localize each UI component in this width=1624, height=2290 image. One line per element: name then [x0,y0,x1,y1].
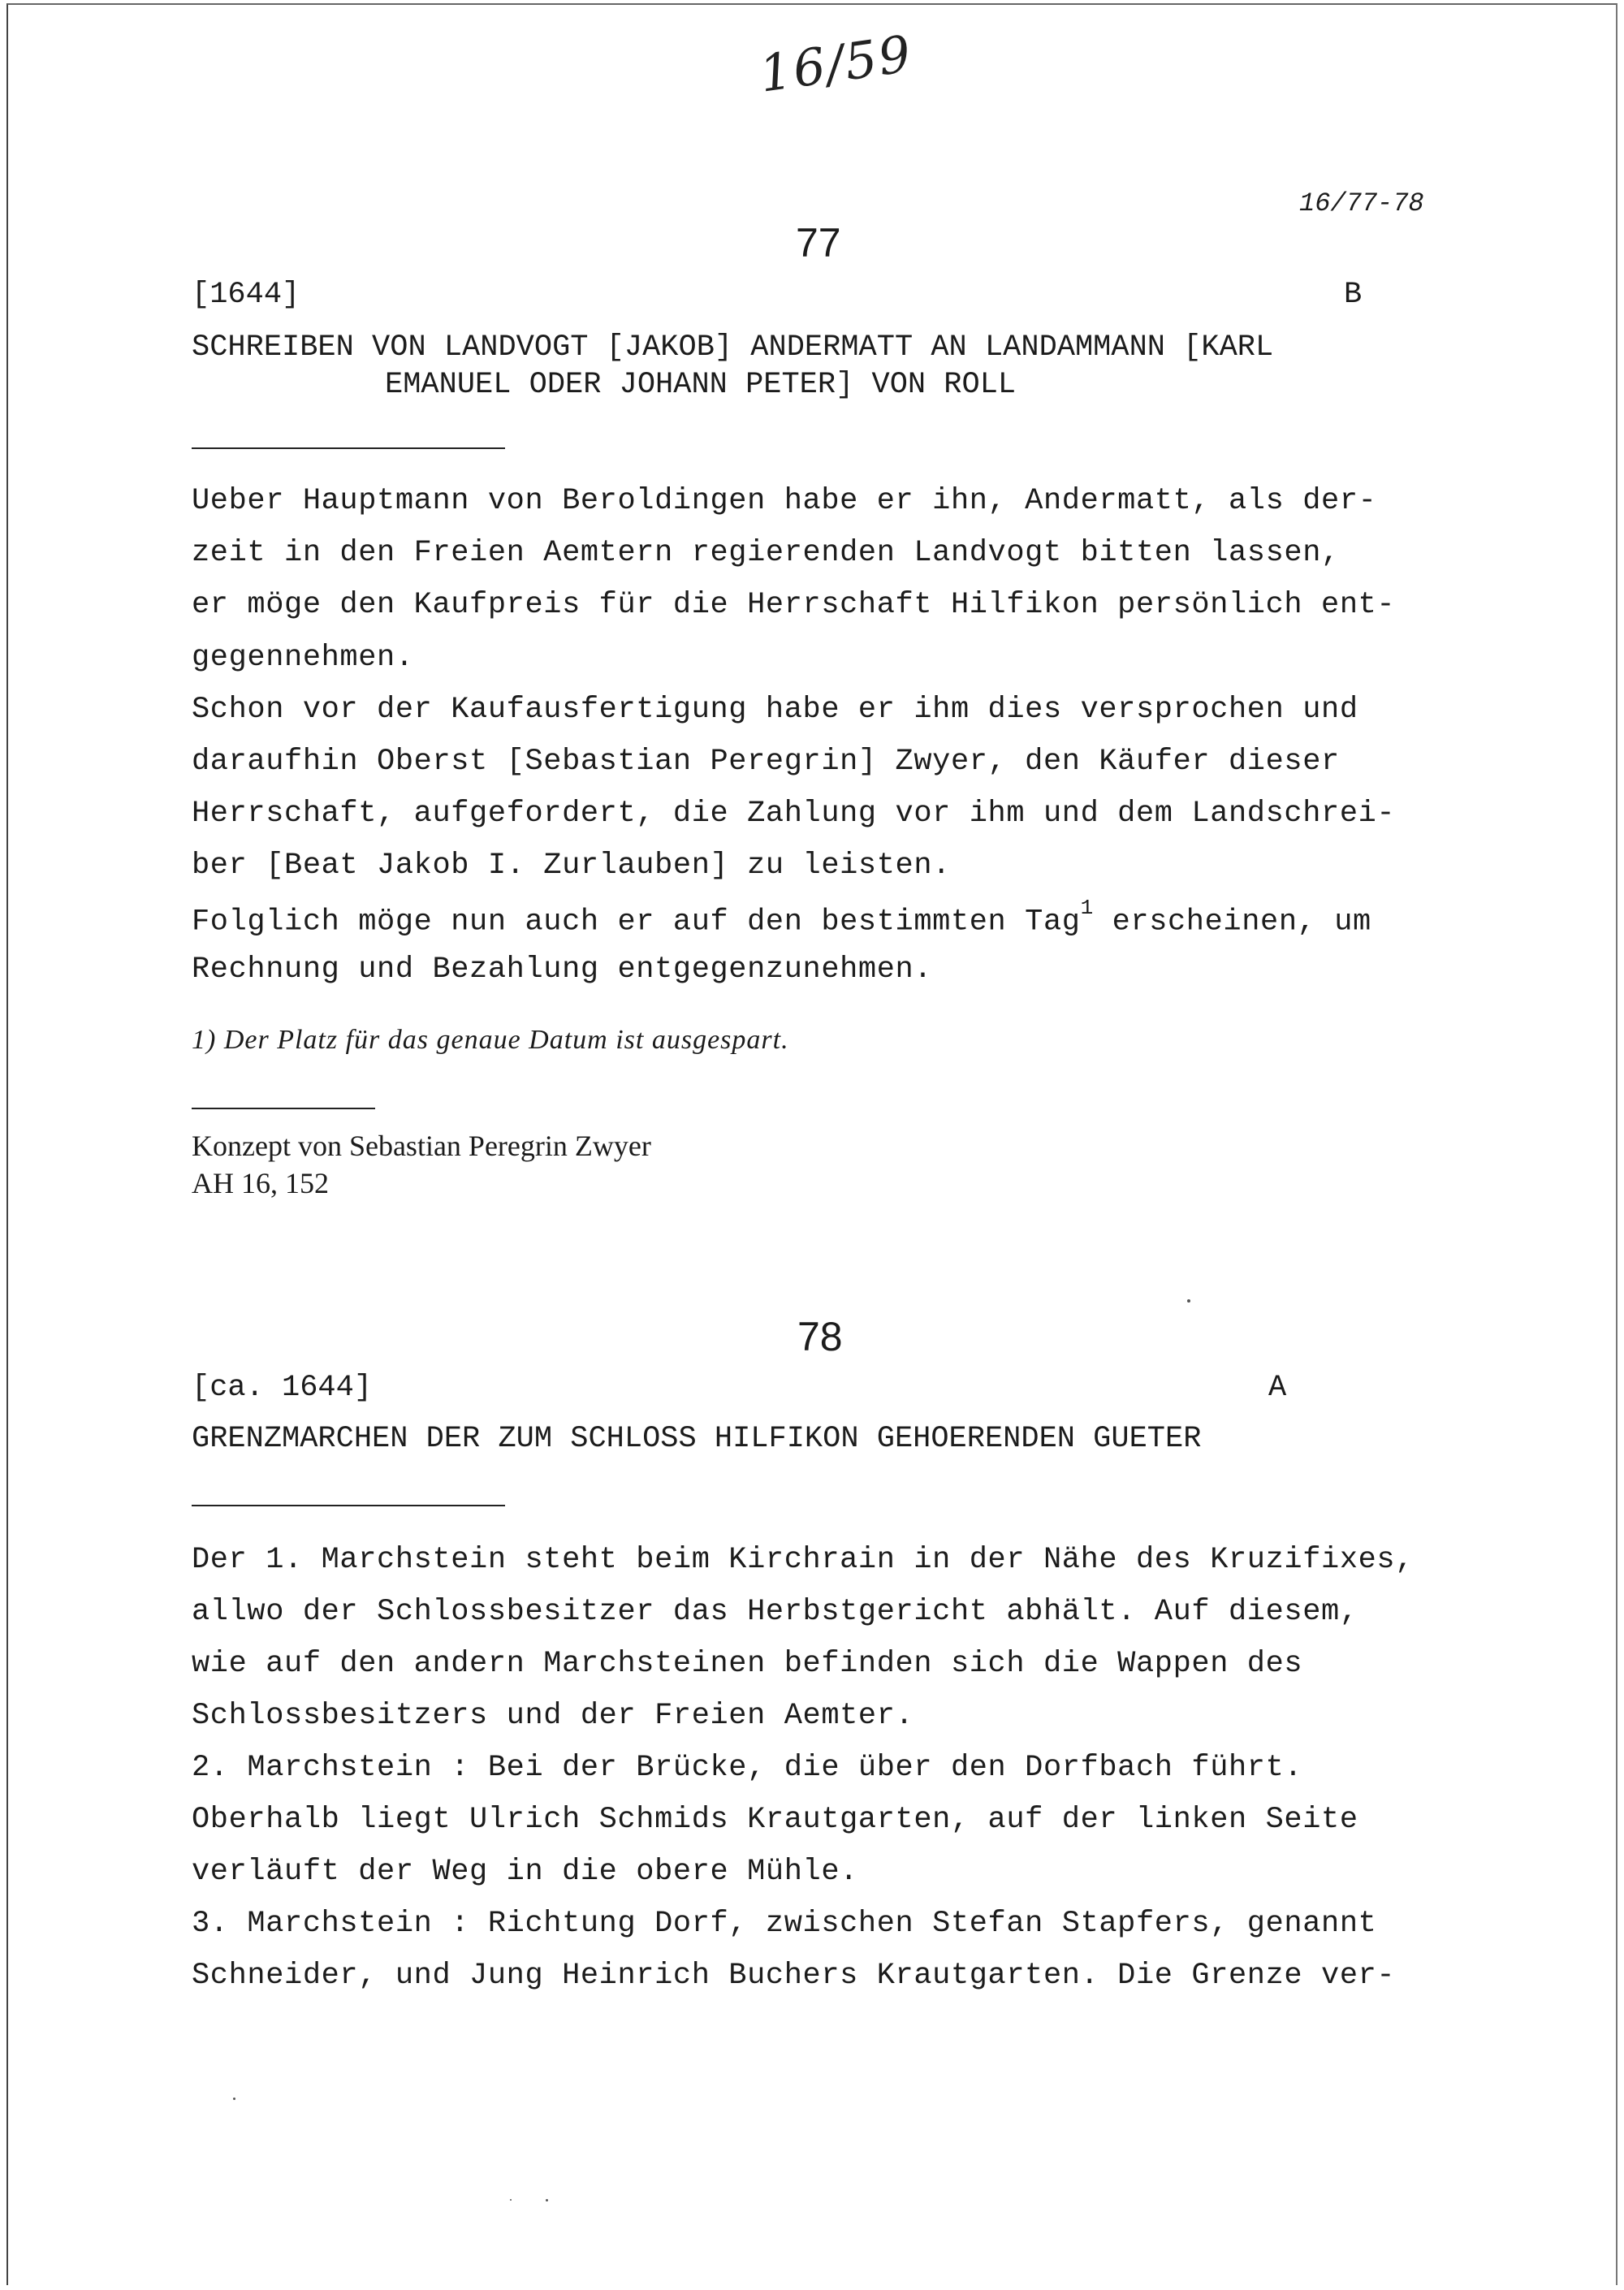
body-line: Herrschaft, aufgefordert, die Zahlung vor ihm und dem Landschrei- [192,797,1396,831]
body-line: verläuft der Weg in die obere Mühle. [192,1855,858,1889]
document-number-78: 78 [797,1314,843,1359]
separator-rule [192,447,505,449]
body-line: Schon vor der Kaufausfertigung habe er ihm dies versprochen und [192,693,1358,727]
document-number-77: 77 [796,220,841,266]
body-line: Der 1. Marchstein steht beim Kirchrain in der Nähe des Kruzifixes, [192,1543,1415,1577]
footnote: 1) Der Platz für das genaue Datum ist ausgespart. [192,1025,789,1055]
body-line: Rechnung und Bezahlung entgegenzunehmen. [192,953,933,987]
body-text: erscheinen, um [1093,905,1371,940]
scan-speck [1187,1299,1190,1303]
document-title-line-2: EMANUEL ODER JOHANN PETER] VON ROLL [385,368,1017,402]
handwritten-archive-number: 16/59 [755,24,916,104]
body-line: wie auf den andern Marchsteinen befinden sich die Wappen des [192,1647,1303,1681]
separator-rule [192,1108,375,1109]
body-line: ber [Beat Jakob I. Zurlauben] zu leisten. [192,849,951,883]
body-line: Schlossbesitzers und der Freien Aemter. [192,1699,914,1733]
archive-signature: AH 16, 152 [192,1167,329,1199]
document-category: A [1268,1371,1287,1405]
body-line: Oberhalb liegt Ulrich Schmids Krautgarten, auf der linken Seite [192,1803,1358,1837]
document-date: [1644] [192,278,300,312]
body-line: 2. Marchstein : Bei der Brücke, die über den Dorfbach führt. [192,1751,1303,1785]
body-line: daraufhin Oberst [Sebastian Peregrin] Zwyer, den Käufer dieser [192,745,1340,779]
scan-speck [510,2199,512,2201]
document-category: B [1344,278,1363,312]
document-title: GRENZMARCHEN DER ZUM SCHLOSS HILFIKON GEHOERENDEN GUETER [192,1422,1202,1456]
page-reference: 16/77-78 [1299,188,1424,218]
footnote-marker: 1 [1080,896,1094,920]
body-line: er möge den Kaufpreis für die Herrschaft Hilfikon persönlich ent- [192,588,1396,622]
document-date: [ca. 1644] [192,1371,373,1405]
body-line: zeit in den Freien Aemtern regierenden Landvogt bitten lassen, [192,536,1340,570]
body-line: Ueber Hauptmann von Beroldingen habe er ihn, Andermatt, als der- [192,484,1377,518]
source-note: Konzept von Sebastian Peregrin Zwyer [192,1130,651,1162]
body-line-with-footnote [192,896,1371,940]
body-line: Schneider, und Jung Heinrich Buchers Krautgarten. Die Grenze ver- [192,1959,1396,1993]
body-line: gegennehmen. [192,641,414,675]
body-text: Folglich möge nun auch er auf den bestimmten Tag [192,905,1081,940]
body-line: allwo der Schlossbesitzer das Herbstgericht abhält. Auf diesem, [192,1595,1358,1629]
scan-speck [546,2199,548,2201]
body-line: 3. Marchstein : Richtung Dorf, zwischen Stefan Stapfers, genannt [192,1907,1377,1941]
separator-rule [192,1505,505,1506]
document-title-line-1: SCHREIBEN VON LANDVOGT [JAKOB] ANDERMATT AN LANDAMMANN [KARL [192,331,1274,365]
scan-speck [233,2098,235,2100]
